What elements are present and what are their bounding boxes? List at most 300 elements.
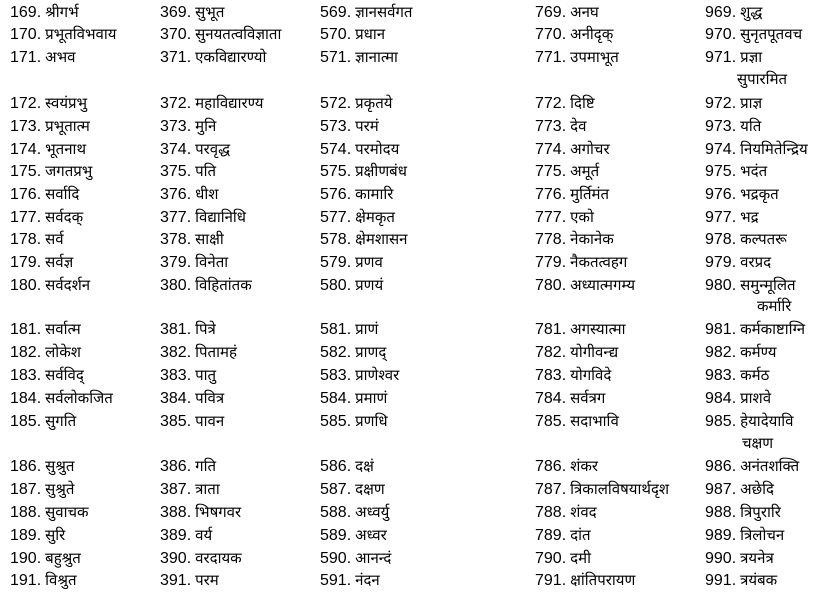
index-entry xyxy=(320,229,407,250)
entry-name: प्रज्ञा xyxy=(740,48,763,66)
entry-name: अध्वर्यु xyxy=(355,503,390,521)
entry-number: 971. xyxy=(705,49,737,66)
entry-number: 179. xyxy=(10,254,42,271)
index-entry xyxy=(10,252,73,273)
entry-number: 376. xyxy=(160,186,192,203)
entry-number: 172. xyxy=(10,95,42,112)
entry-name: परवृद्ध xyxy=(195,140,231,158)
index-entry xyxy=(160,139,230,160)
entry-name: अभव xyxy=(45,48,76,66)
entry-name: गति xyxy=(195,457,217,475)
entry-number: 188. xyxy=(10,504,42,521)
entry-name: सर्वविद् xyxy=(45,366,84,384)
entry-name: यति xyxy=(740,117,762,135)
entry-name: कामारि xyxy=(355,185,394,203)
entry-name: लोकेश xyxy=(45,343,81,361)
index-entry xyxy=(705,116,761,137)
entry-number: 574. xyxy=(320,141,352,158)
entry-name: ज्ञानात्मा xyxy=(355,48,398,66)
entry-name: प्राशवे xyxy=(740,389,772,407)
entry-number: 586. xyxy=(320,458,352,475)
entry-number: 391. xyxy=(160,572,192,589)
entry-name: प्रमाणं xyxy=(355,389,388,407)
index-entry xyxy=(10,570,77,591)
entry-number: 378. xyxy=(160,231,192,248)
index-entry xyxy=(705,252,771,273)
index-entry xyxy=(535,93,595,114)
index-entry xyxy=(320,548,391,569)
entry-name: प्राणेश्वर xyxy=(355,366,400,384)
entry-name: क्षांतिपरायण xyxy=(570,571,636,589)
entry-name: एकविद्यारण्यो xyxy=(195,48,267,66)
entry-number: 782. xyxy=(535,344,567,361)
entry-name: सुश्रुत xyxy=(45,457,75,475)
index-entry xyxy=(320,525,387,546)
entry-number: 785. xyxy=(535,413,567,430)
index-entry xyxy=(535,275,635,296)
entry-number: 972. xyxy=(705,95,737,112)
entry-continuation: चक्षण xyxy=(742,434,774,452)
entry-name: अगोचर xyxy=(570,140,610,158)
entry-name: दक्षं xyxy=(355,457,374,475)
index-entry xyxy=(320,319,378,340)
index-entry xyxy=(160,184,218,205)
index-entry xyxy=(10,229,64,250)
entry-number: 571. xyxy=(320,49,352,66)
entry-name: नंदन xyxy=(355,571,380,589)
entry-number: 169. xyxy=(10,4,42,21)
entry-number: 389. xyxy=(160,527,192,544)
index-entry xyxy=(320,456,374,477)
entry-number: 387. xyxy=(160,481,192,498)
entry-name: सर्वादि xyxy=(45,185,80,203)
entry-number: 382. xyxy=(160,344,192,361)
index-entry xyxy=(705,229,787,250)
index-entry xyxy=(320,116,379,137)
entry-number: 591. xyxy=(320,572,352,589)
entry-name: वरदायक xyxy=(195,549,242,567)
index-entry xyxy=(10,548,81,569)
index-entry xyxy=(160,525,212,546)
entry-name: हेयादेयावि xyxy=(740,412,794,430)
index-entry xyxy=(535,342,618,363)
entry-name: दमी xyxy=(570,549,591,567)
entry-name: साक्षी xyxy=(195,230,224,248)
index-entry xyxy=(705,161,767,182)
index-entry xyxy=(705,411,793,432)
index-entry xyxy=(320,342,386,363)
entry-name: अध्यात्मगम्य xyxy=(570,276,636,294)
entry-number: 588. xyxy=(320,504,352,521)
entry-number: 373. xyxy=(160,118,192,135)
index-entry xyxy=(705,525,784,546)
index-entry xyxy=(535,161,599,182)
entry-number: 989. xyxy=(705,527,737,544)
entry-name: सदाभावि xyxy=(570,412,619,430)
entry-number: 780. xyxy=(535,277,567,294)
entry-number: 786. xyxy=(535,458,567,475)
entry-name: त्रयनेत्र xyxy=(740,549,774,567)
index-entry xyxy=(160,275,252,296)
index-entry xyxy=(160,24,281,45)
entry-name: प्रकृतये xyxy=(355,94,393,112)
index-entry xyxy=(160,388,224,409)
entry-name: स्वयंप्रभु xyxy=(45,94,88,112)
index-entry xyxy=(535,24,613,45)
entry-name: नियमितेन्द्रिय xyxy=(740,140,808,158)
entry-number: 180. xyxy=(10,277,42,294)
index-entry xyxy=(320,93,392,114)
index-entry xyxy=(535,525,591,546)
entry-name: प्रणव xyxy=(355,253,383,271)
entry-number: 969. xyxy=(705,4,737,21)
entry-name: मुनि xyxy=(195,117,217,135)
index-entry xyxy=(705,365,769,386)
entry-name: सर्वज्ञ xyxy=(45,253,74,271)
entry-number: 584. xyxy=(320,390,352,407)
entry-number: 372. xyxy=(160,95,192,112)
entry-name: पावन xyxy=(195,412,225,430)
index-entry xyxy=(10,525,65,546)
entry-name: जगतप्रभु xyxy=(45,162,93,180)
entry-number: 381. xyxy=(160,321,192,338)
entry-number: 585. xyxy=(320,413,352,430)
entry-number: 384. xyxy=(160,390,192,407)
entry-number: 988. xyxy=(705,504,737,521)
entry-name: अनीदृक् xyxy=(570,25,614,43)
entry-name: त्रिलोचन xyxy=(740,526,785,544)
index-entry xyxy=(320,388,387,409)
entry-number: 173. xyxy=(10,118,42,135)
entry-number: 185. xyxy=(10,413,42,430)
entry-name: कर्मण्य xyxy=(740,343,777,361)
index-entry xyxy=(160,456,216,477)
entry-number: 981. xyxy=(705,321,737,338)
entry-number: 175. xyxy=(10,163,42,180)
entry-name: कल्पतरू xyxy=(740,230,787,248)
entry-number: 386. xyxy=(160,458,192,475)
index-entry xyxy=(535,47,619,68)
entry-name: नेकानेक xyxy=(570,230,614,248)
entry-name: अमूर्त xyxy=(570,162,600,180)
index-entry xyxy=(320,275,383,296)
index-entry xyxy=(705,479,774,500)
entry-number: 775. xyxy=(535,163,567,180)
entry-name: शुद्ध xyxy=(740,3,763,21)
entry-name: सुरि xyxy=(45,526,66,544)
index-entry xyxy=(10,161,92,182)
entry-name: सुभूत xyxy=(195,3,225,21)
entry-name: दक्षण xyxy=(355,480,385,498)
entry-name: श्रीगर्भ xyxy=(45,3,79,21)
entry-name: प्रणयं xyxy=(355,276,384,294)
entry-number: 985. xyxy=(705,413,737,430)
entry-name: महाविद्यारण्य xyxy=(195,94,264,112)
entry-name: सर्वात्म xyxy=(45,320,81,338)
entry-name: त्राता xyxy=(195,480,220,498)
index-entry xyxy=(10,2,79,23)
entry-number: 380. xyxy=(160,277,192,294)
index-entry xyxy=(160,365,216,386)
entry-name: अध्वर xyxy=(355,526,387,544)
entry-number: 970. xyxy=(705,26,737,43)
entry-number: 771. xyxy=(535,49,567,66)
entry-name: सर्वदक् xyxy=(45,208,84,226)
index-entry xyxy=(10,502,89,523)
entry-number: 569. xyxy=(320,4,352,21)
index-entry xyxy=(705,184,779,205)
entry-name: परम xyxy=(195,571,219,589)
entry-number: 577. xyxy=(320,209,352,226)
entry-number: 977. xyxy=(705,209,737,226)
entry-number: 779. xyxy=(535,254,567,271)
entry-number: 191. xyxy=(10,572,42,589)
entry-name: धीश xyxy=(195,185,219,203)
entry-name: पितामहं xyxy=(195,343,237,361)
index-entry xyxy=(10,388,113,409)
entry-name: उपमाभूत xyxy=(570,48,619,66)
index-entry xyxy=(320,161,407,182)
index-entry xyxy=(160,548,242,569)
entry-name: योगीवन्द्य xyxy=(570,343,619,361)
entry-number: 189. xyxy=(10,527,42,544)
index-entry xyxy=(160,207,246,228)
index-entry xyxy=(320,502,389,523)
index-entry xyxy=(320,139,399,160)
entry-number: 371. xyxy=(160,49,192,66)
entry-name: सुवाचक xyxy=(45,503,89,521)
index-entry xyxy=(705,548,774,569)
entry-name: दिष्टि xyxy=(570,94,595,112)
entry-number: 791. xyxy=(535,572,567,589)
index-entry xyxy=(160,319,216,340)
entry-name: भद्र xyxy=(740,208,759,226)
entry-name: भिषगवर xyxy=(195,503,242,521)
index-entry xyxy=(535,252,627,273)
entry-name: नैकतत्वहग xyxy=(570,253,628,271)
entry-number: 580. xyxy=(320,277,352,294)
entry-number: 590. xyxy=(320,550,352,567)
entry-name: सुनयतत्वविज्ञाता xyxy=(195,25,282,43)
index-entry xyxy=(160,116,216,137)
entry-number: 183. xyxy=(10,367,42,384)
entry-name: विद्यानिधि xyxy=(195,208,247,226)
entry-number: 984. xyxy=(705,390,737,407)
entry-number: 987. xyxy=(705,481,737,498)
index-entry xyxy=(320,47,398,68)
entry-number: 784. xyxy=(535,390,567,407)
entry-number: 570. xyxy=(320,26,352,43)
entry-number: 178. xyxy=(10,231,42,248)
entry-number: 388. xyxy=(160,504,192,521)
index-entry xyxy=(535,139,610,160)
index-entry xyxy=(10,184,79,205)
entry-number: 582. xyxy=(320,344,352,361)
index-entry xyxy=(160,502,241,523)
entry-continuation: कर्मारि xyxy=(757,297,792,315)
index-entry xyxy=(10,319,81,340)
entry-number: 383. xyxy=(160,367,192,384)
index-entry xyxy=(10,47,76,68)
entry-number: 770. xyxy=(535,26,567,43)
entry-continuation: सुपारमित xyxy=(737,70,788,88)
entry-number: 390. xyxy=(160,550,192,567)
entry-number: 774. xyxy=(535,141,567,158)
entry-number: 772. xyxy=(535,95,567,112)
entry-name: वर्य xyxy=(195,526,213,544)
entry-name: अनघ xyxy=(570,3,599,21)
entry-number: 769. xyxy=(535,4,567,21)
index-entry xyxy=(10,24,116,45)
entry-name: योगविदे xyxy=(570,366,612,384)
entry-name: कर्मठ xyxy=(740,366,770,384)
entry-number: 778. xyxy=(535,231,567,248)
entry-number: 374. xyxy=(160,141,192,158)
entry-number: 583. xyxy=(320,367,352,384)
index-entry xyxy=(535,319,626,340)
entry-number: 789. xyxy=(535,527,567,544)
index-entry xyxy=(705,24,802,45)
entry-name: आनन्दं xyxy=(355,549,392,567)
index-entry xyxy=(160,252,228,273)
entry-number: 986. xyxy=(705,458,737,475)
index-entry xyxy=(705,319,805,340)
entry-number: 983. xyxy=(705,367,737,384)
index-entry xyxy=(320,479,385,500)
entry-name: प्राणद् xyxy=(355,343,387,361)
entry-name: शंवद xyxy=(570,503,597,521)
index-entry xyxy=(320,184,393,205)
index-entry xyxy=(705,456,799,477)
entry-number: 576. xyxy=(320,186,352,203)
entry-number: 181. xyxy=(10,321,42,338)
entry-number: 973. xyxy=(705,118,737,135)
entry-name: वरप्रद xyxy=(740,253,772,271)
entry-number: 174. xyxy=(10,141,42,158)
index-entry xyxy=(160,161,216,182)
entry-name: पित्रे xyxy=(195,320,216,338)
entry-number: 375. xyxy=(160,163,192,180)
entry-number: 991. xyxy=(705,572,737,589)
entry-name: परमोदय xyxy=(355,140,400,158)
entry-number: 575. xyxy=(320,163,352,180)
entry-number: 974. xyxy=(705,141,737,158)
entry-name: अगस्यात्मा xyxy=(570,320,626,338)
index-entry xyxy=(705,342,776,363)
entry-number: 177. xyxy=(10,209,42,226)
entry-number: 578. xyxy=(320,231,352,248)
entry-number: 176. xyxy=(10,186,42,203)
entry-name: अनंतशक्ति xyxy=(740,457,800,475)
entry-number: 385. xyxy=(160,413,192,430)
entry-name: मुर्तिमंत xyxy=(570,185,610,203)
index-entry xyxy=(535,116,586,137)
entry-number: 184. xyxy=(10,390,42,407)
entry-number: 783. xyxy=(535,367,567,384)
entry-name: बहुश्रुत xyxy=(45,549,81,567)
index-entry xyxy=(10,139,86,160)
index-entry xyxy=(160,2,224,23)
entry-number: 377. xyxy=(160,209,192,226)
entry-number: 773. xyxy=(535,118,567,135)
index-entry xyxy=(160,342,237,363)
entry-number: 975. xyxy=(705,163,737,180)
entry-name: सर्वलोकजित xyxy=(45,389,113,407)
entry-name: प्राणं xyxy=(355,320,379,338)
entry-name: त्रिकालविषयार्थदृश xyxy=(570,480,670,498)
index-entry xyxy=(10,365,84,386)
index-entry xyxy=(535,184,609,205)
index-entry xyxy=(535,2,599,23)
index-entry xyxy=(705,388,771,409)
index-entry xyxy=(160,479,220,500)
entry-name: सुगति xyxy=(45,412,77,430)
index-entry xyxy=(705,2,762,23)
entry-number: 190. xyxy=(10,550,42,567)
index-entry xyxy=(10,93,87,114)
entry-name: विनेता xyxy=(195,253,229,271)
index-entry xyxy=(535,365,611,386)
index-entry xyxy=(160,47,266,68)
entry-name: भदंत xyxy=(740,162,768,180)
entry-name: त्रयंबक xyxy=(740,571,778,589)
index-entry xyxy=(320,365,399,386)
entry-name: प्रभूतात्म xyxy=(45,117,90,135)
entry-number: 776. xyxy=(535,186,567,203)
index-entry xyxy=(10,275,90,296)
entry-name: प्रधान xyxy=(355,25,386,43)
entry-name: सर्वदर्शन xyxy=(45,276,91,294)
index-entry xyxy=(10,116,90,137)
index-entry xyxy=(535,502,597,523)
entry-name: परमं xyxy=(355,117,379,135)
entry-name: देव xyxy=(570,117,587,135)
entry-name: पातु xyxy=(195,366,217,384)
entry-number: 990. xyxy=(705,550,737,567)
index-entry xyxy=(705,207,759,228)
entry-number: 790. xyxy=(535,550,567,567)
index-entry xyxy=(705,93,762,114)
entry-name: भूतनाथ xyxy=(45,140,87,158)
entry-name: क्षेमशासन xyxy=(355,230,408,248)
entry-number: 186. xyxy=(10,458,42,475)
entry-number: 170. xyxy=(10,26,42,43)
entry-number: 979. xyxy=(705,254,737,271)
entry-name: सुश्रुते xyxy=(45,480,75,498)
entry-number: 781. xyxy=(535,321,567,338)
index-entry xyxy=(320,411,388,432)
index-entry xyxy=(705,275,796,296)
entry-number: 788. xyxy=(535,504,567,521)
index-entry xyxy=(535,207,594,228)
entry-number: 579. xyxy=(320,254,352,271)
entry-number: 976. xyxy=(705,186,737,203)
entry-name: विश्रुत xyxy=(45,571,77,589)
index-entry xyxy=(535,388,605,409)
index-entry xyxy=(160,229,224,250)
entry-name: क्षेमकृत xyxy=(355,208,395,226)
entry-number: 587. xyxy=(320,481,352,498)
entry-number: 982. xyxy=(705,344,737,361)
entry-number: 573. xyxy=(320,118,352,135)
entry-name: ज्ञानसर्वगत xyxy=(355,3,413,21)
index-entry xyxy=(705,502,781,523)
entry-number: 171. xyxy=(10,49,42,66)
index-entry xyxy=(10,342,81,363)
entry-number: 777. xyxy=(535,209,567,226)
index-entry xyxy=(10,207,83,228)
entry-number: 980. xyxy=(705,277,737,294)
